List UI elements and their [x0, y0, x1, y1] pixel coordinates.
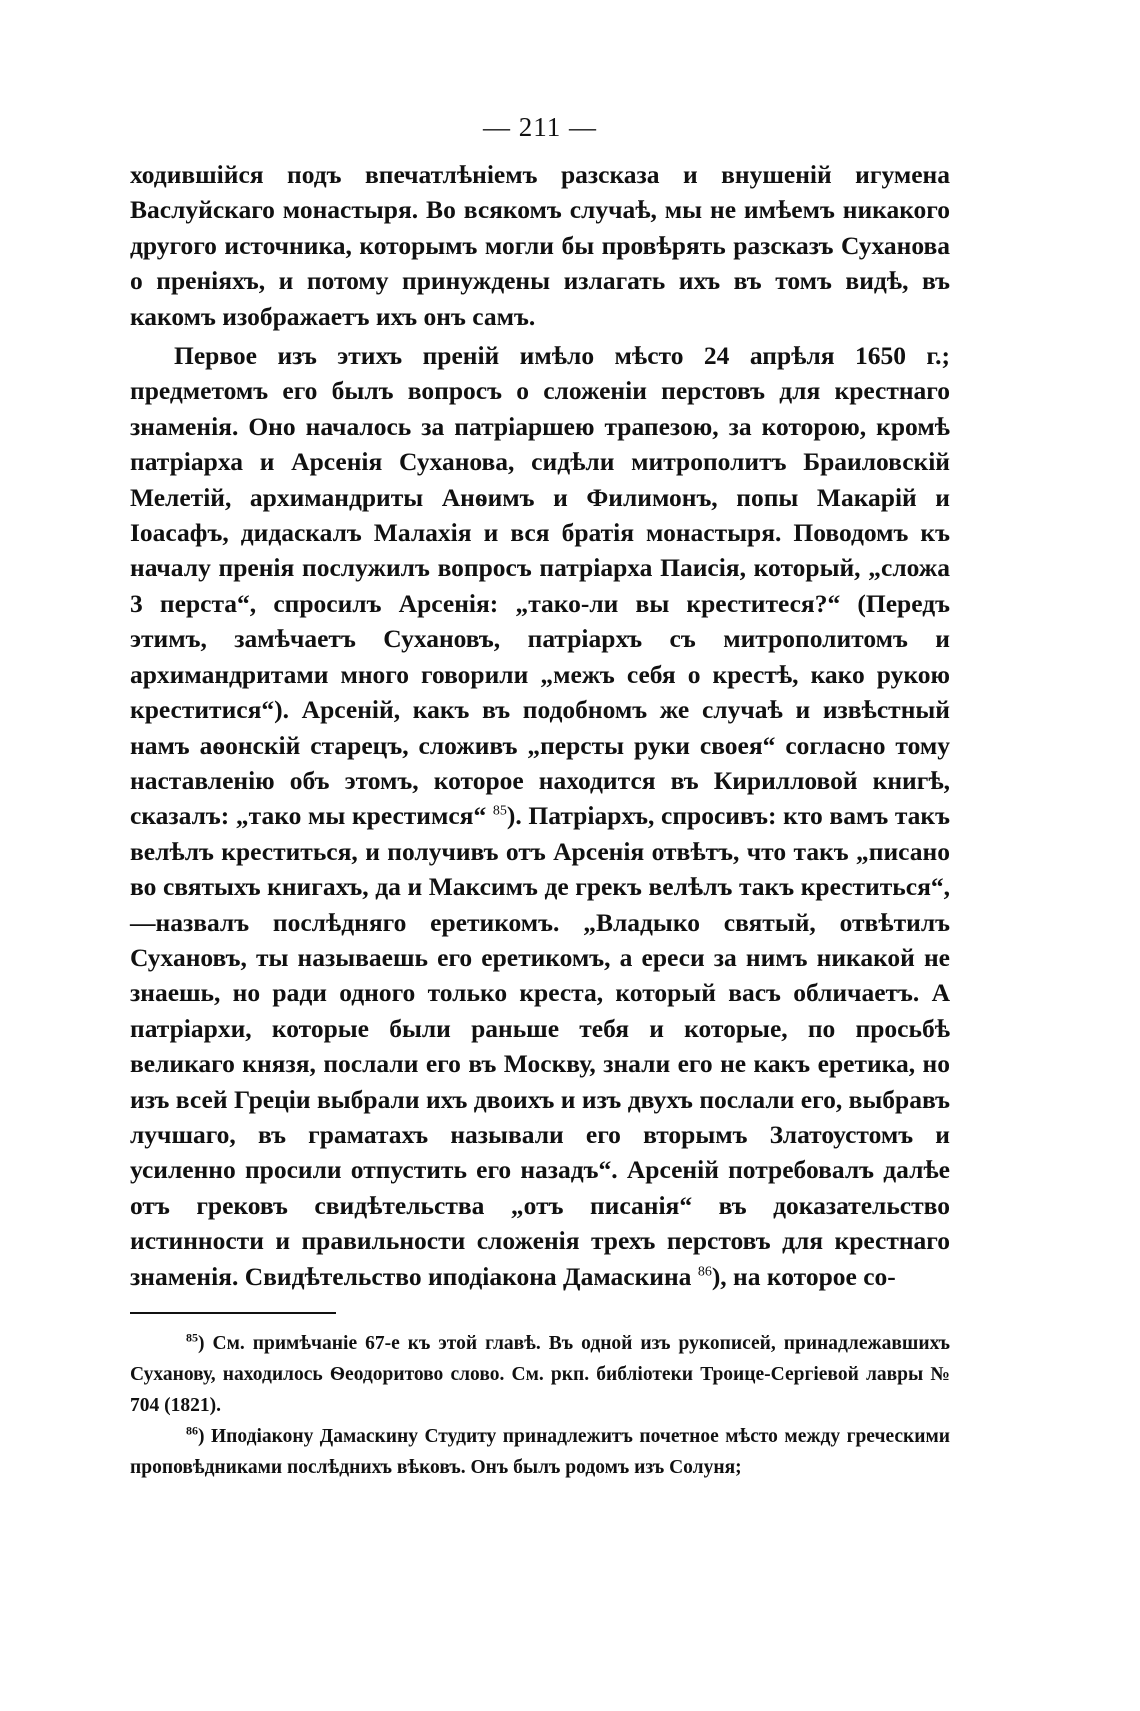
footnote-mark-86: 86: [186, 1423, 198, 1438]
paragraph-2-part-3: ), на которое со-: [711, 1261, 896, 1291]
footnote-mark-85: 85: [186, 1330, 198, 1345]
footnote-86: [130, 1421, 950, 1483]
footnote-divider: [130, 1312, 336, 1314]
main-text: [130, 157, 950, 1294]
footnote-text-85: ) См. примѣчаніе 67-е къ этой главѣ. Въ одной изъ рукописей, принадлежавшихъ Суханову, находилось Ѳеодоритово слово. См. ркп. библіотеки Троице-Сергіевой лавры № 704 (1821).: [130, 1333, 950, 1416]
paragraph-1: ходившійся подъ впечатлѣніемъ разсказа и внушеній игумена Васлуйскаго монастыря. Во всякомъ случаѣ, мы не имѣемъ никакого другого источника, которымъ могли бы провѣрять разсказъ Суханова о преніяхъ, и потому принуждены излагать ихъ въ томъ видѣ, въ какомъ изображаетъ ихъ онъ самъ.: [130, 160, 950, 331]
paragraph-2: [130, 338, 950, 1294]
book-page: [130, 112, 950, 1483]
page-number: — 211 —: [483, 112, 597, 142]
footnotes: [130, 1328, 950, 1483]
paragraph-2-part-1: Первое изъ этихъ преній имѣло мѣсто 24 апрѣля 1650 г.; предметомъ его былъ вопросъ о сложеніи перстовъ для крестнаго знаменія. Оно началось за патріаршею трапезою, за которою, кромѣ патріарха и Арсенія Суханова, сидѣли митрополитъ Браиловскій Мелетій, архимандриты Анѳимъ и Филимонъ, попы Макарій и Іоасафъ, дидаскалъ Малахія и вся братія монастыря. Поводомъ къ началу пренія послужилъ вопросъ патріарха Паисія, который, „сложа 3 перста“, спросилъ Арсенія: „тако-ли вы креститеся?“ (Передъ этимъ, замѣчаетъ Сухановъ, патріархъ съ митрополитомъ и архимандритами много говорили „межъ себя о крестѣ, како рукою креститися“). Арсеній, какъ въ подобномъ же случаѣ и извѣстный намъ аѳонскій старецъ, сложивъ „персты руки своея“ согласно тому наставленію объ этомъ, которое находится въ Кирилловой книгѣ, сказалъ: „тако мы крестимся“: [130, 341, 950, 831]
footnote-text-86: ) Иподіакону Дамаскину Студиту принадлежитъ почетное мѣсто между греческими проповѣдниками послѣднихъ вѣковъ. Онъ былъ родомъ изъ Солуня;: [130, 1426, 950, 1478]
footnote-85: [130, 1328, 950, 1421]
footnote-ref-86: 86: [697, 1264, 712, 1280]
paragraph-2-part-2: ). Патріархъ, спросивъ: кто вамъ такъ велѣлъ креститься, и получивъ отъ Арсенія отвѣтъ, что такъ „писано во святыхъ книгахъ, да и Максимъ де грекъ велѣлъ такъ креститься“,—назвалъ послѣдняго еретикомъ. „Владыко святый, отвѣтилъ Сухановъ, ты называешь его еретикомъ, а ереси за нимъ никакой не знаешь, но ради одного только креста, который васъ обличаетъ. А патріархи, которые были раньше тебя и которые, по просьбѣ великаго князя, послали его въ Москву, знали его не какъ еретика, но изъ всей Греціи выбрали ихъ двоихъ и изъ двухъ послали его, выбравъ лучшаго, въ граматахъ называли его вторымъ Златоустомъ и усиленно просили отпустить его назадъ“. Арсеній потребовалъ далѣе отъ грековъ свидѣтельства „отъ писанія“ въ доказательство истинности и правильности сложенія трехъ перстовъ для крестнаго знаменія. Свидѣтельство иподіакона Дамаскина: [130, 801, 950, 1291]
footnote-ref-85: 85: [492, 803, 507, 819]
